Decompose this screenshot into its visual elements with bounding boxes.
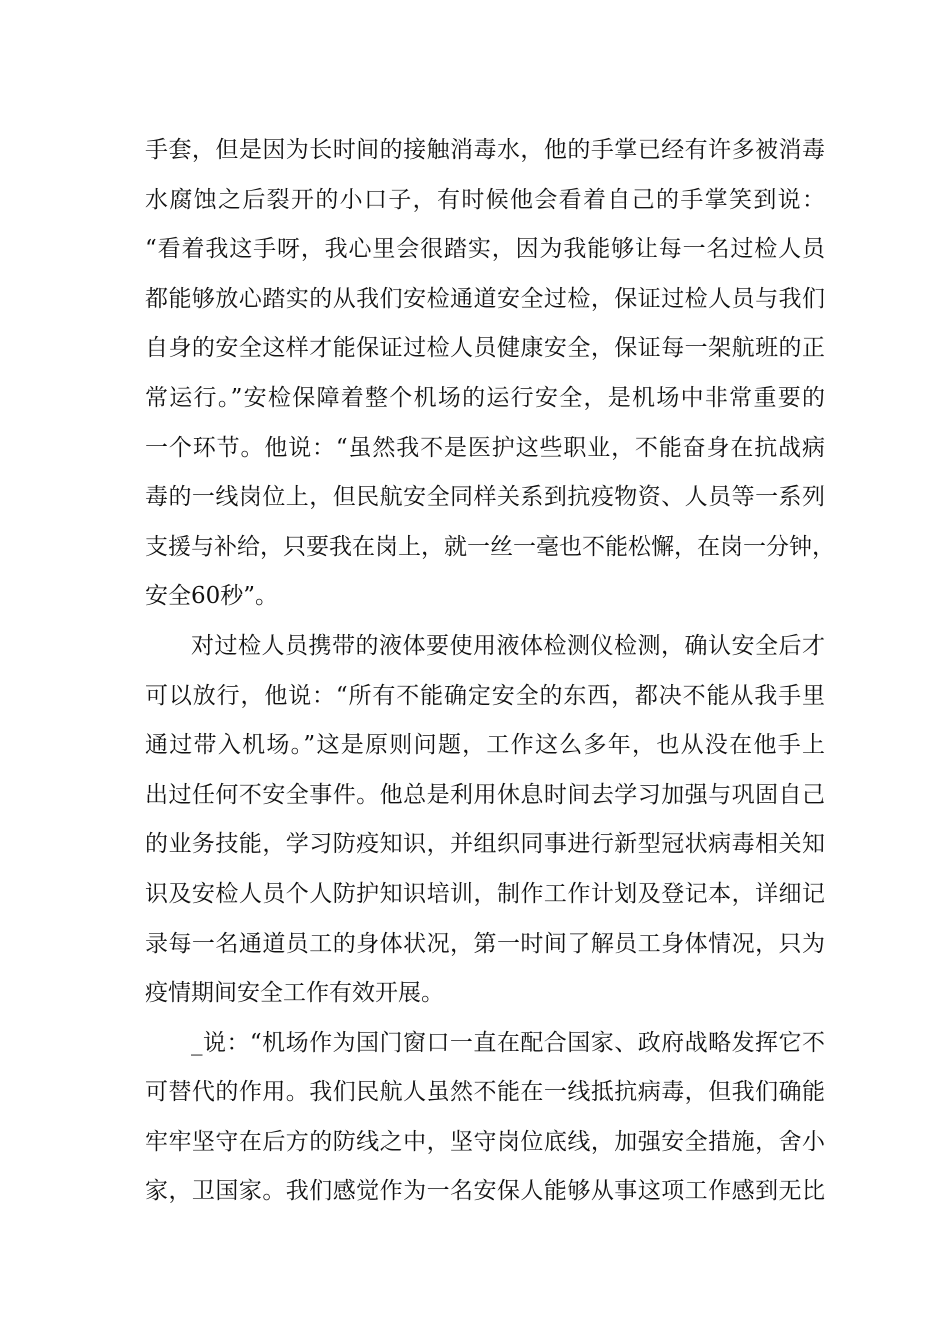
text-line: 一个环节。他说：“虽然我不是医护这些职业，不能奋身在抗战病: [145, 434, 825, 461]
text-line: 毒的一线岗位上，但民航安全同样关系到抗疫物资、人员等一系列: [145, 484, 825, 511]
text-line: 通过带入机场。”这是原则问题，工作这么多年，也从没在他手上: [145, 732, 825, 759]
text-line: 可替代的作用。我们民航人虽然不能在一线抵抗病毒，但我们确能: [145, 1079, 825, 1106]
text-line: 都能够放心踏实的从我们安检通道安全过检，保证过检人员与我们: [145, 285, 825, 312]
text-line: 常运行。”安检保障着整个机场的运行安全，是机场中非常重要的: [145, 384, 825, 411]
text-line: 手套，但是因为长时间的接触消毒水，他的手掌已经有许多被消毒: [145, 137, 825, 163]
text-line: _说：“机场作为国门窗口一直在配合国家、政府战略发挥它不: [191, 1029, 825, 1056]
text-line: 出过任何不安全事件。他总是利用休息时间去学习加强与巩固自己: [145, 781, 825, 808]
text-line: 疫情期间安全工作有效开展。: [145, 980, 444, 1007]
body-text: [145, 126, 835, 1217]
text-line: 家，卫国家。我们感觉作为一名安保人能够从事这项工作感到无比: [145, 1178, 825, 1205]
text-line: 支援与补给，只要我在岗上，就一丝一毫也不能松懈，在岗一分钟，: [145, 533, 835, 560]
text-line: 牢牢坚守在后方的防线之中，坚守岗位底线，加强安全措施，舍小: [145, 1128, 825, 1155]
text-line: 的业务技能，学习防疫知识，并组织同事进行新型冠状病毒相关知: [145, 831, 825, 858]
text-line: “看着我这手呀，我心里会很踏实，因为我能够让每一名过检人员: [145, 236, 825, 263]
text-line: 识及安检人员个人防护知识培训，制作工作计划及登记本，详细记: [145, 880, 825, 907]
text-line: 水腐蚀之后裂开的小口子，有时候他会看着自己的手掌笑到说：: [145, 186, 825, 213]
text-line: 安全60秒”。: [145, 583, 279, 610]
text-line: 对过检人员携带的液体要使用液体检测仪检测，确认安全后才: [191, 632, 825, 659]
text-line: 可以放行，他说：“所有不能确定安全的东西，都决不能从我手里: [145, 682, 825, 709]
text-line: 录每一名通道员工的身体状况，第一时间了解员工身体情况，只为: [145, 930, 825, 957]
text-line: 自身的安全这样才能保证过检人员健康安全，保证每一架航班的正: [145, 335, 825, 362]
